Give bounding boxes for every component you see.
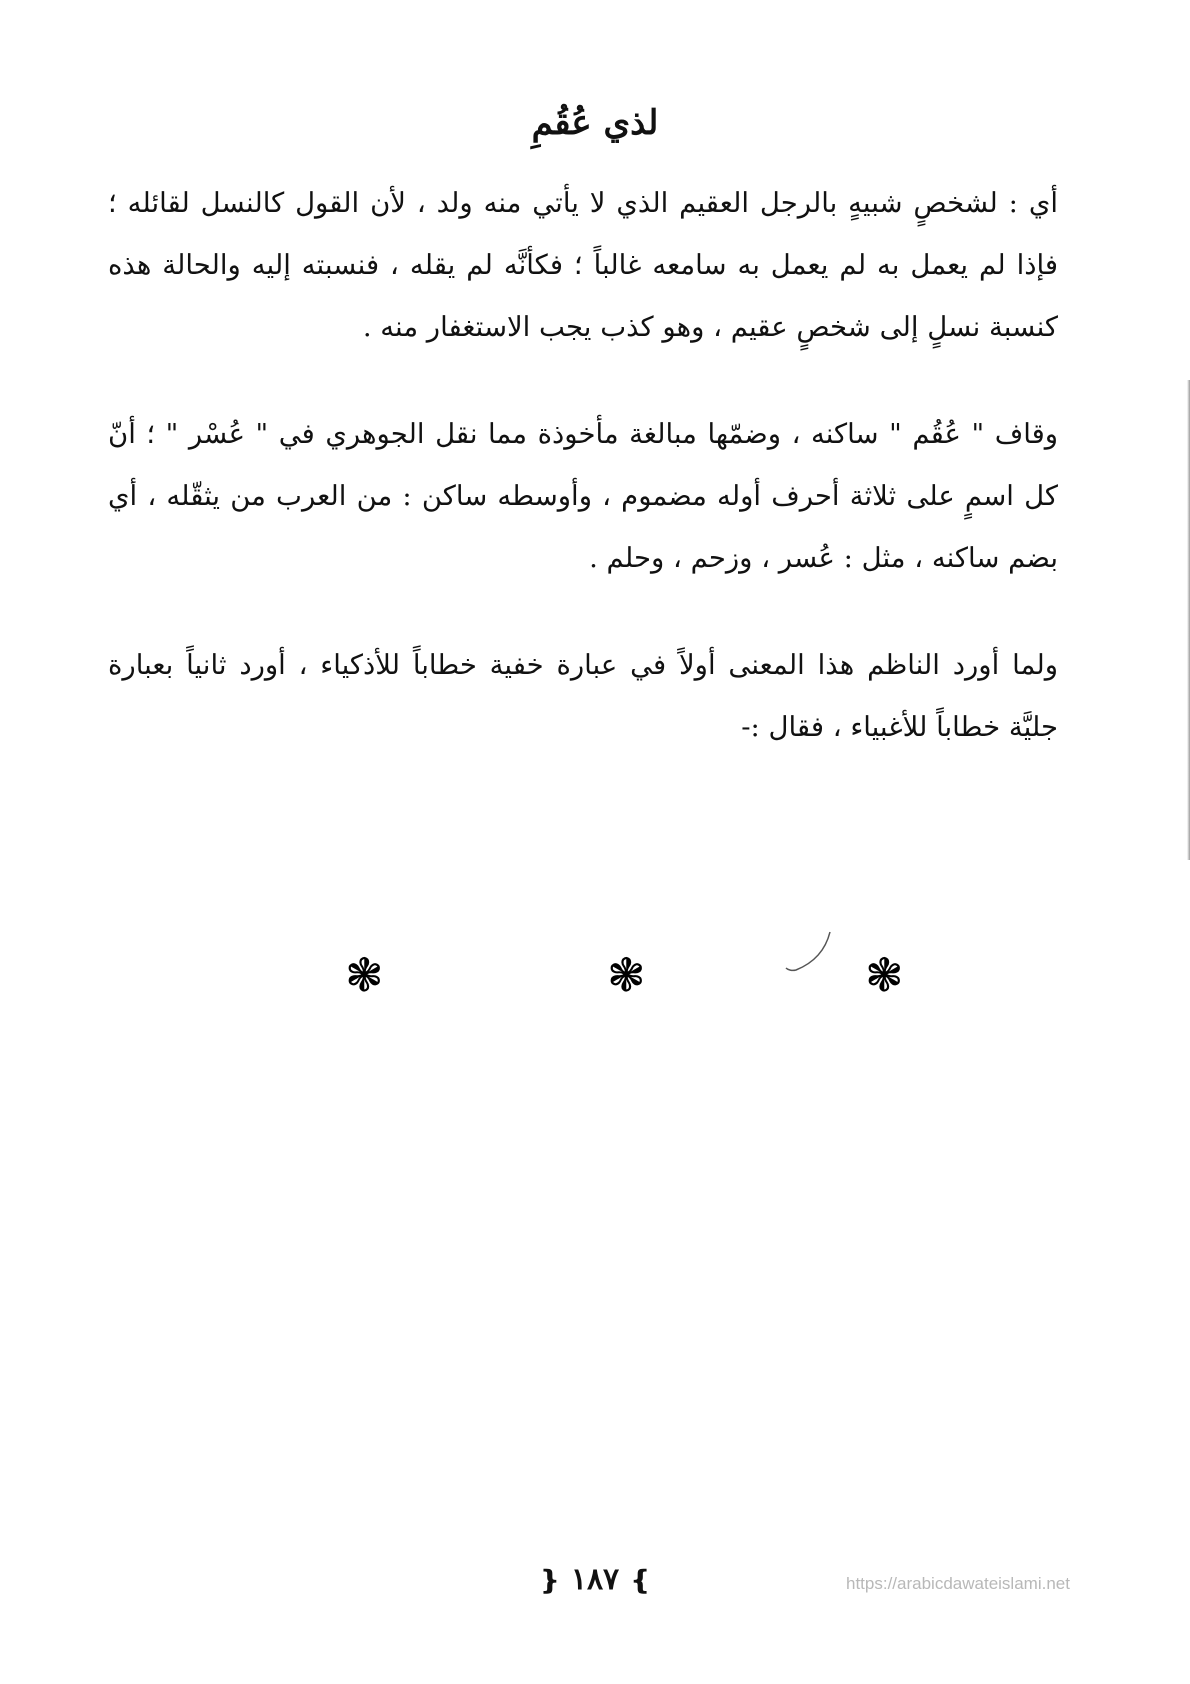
flower-ornament-icon: ❃ <box>865 948 904 1002</box>
section-heading: لذي عُقُمِ <box>531 103 659 143</box>
page-number-right-brace: ❵ <box>629 1566 652 1596</box>
paragraph-3: ولما أورد الناظم هذا المعنى أولاً في عبارة خفية خطاباً للأذكياء ، أورد ثانياً بعبارة جليَّة خطاباً للأغبياء ، فقال :- <box>108 649 1058 743</box>
flower-ornament-icon: ❃ <box>345 948 384 1002</box>
paragraph-2: وقاف " عُقُم " ساكنه ، وضمّها مبالغة مأخوذة مما نقل الجوهري في " عُسْر " ؛ أنّ كل اسمٍ على ثلاثة أحرف أوله مضموم ، وأوسطه ساكن : من العرب من يثقّله ، أي بضم ساكنه ، مثل : عُسر ، وزحم ، وحلم . <box>108 418 1058 574</box>
paragraph-1: أي : لشخصٍ شبيهٍ بالرجل العقيم الذي لا يأتي منه ولد ، لأن القول كالنسل لقائله ؛ فإذا لم يعمل به لم يعمل به سامعه غالباً ؛ فكأنَّه لم يقله ، فنسبته إليه والحالة هذه كنسبة نسلٍ إلى شخصٍ عقيم ، وهو كذب يجب الاستغفار منه . <box>108 187 1058 343</box>
page-number-left-brace: ❴ <box>538 1566 561 1596</box>
page-number-value: ١٨٧ <box>570 1562 620 1597</box>
source-watermark: https://arabicdawateislami.net <box>846 1574 1070 1593</box>
section-divider-ornaments <box>0 945 1190 1005</box>
flower-ornament-icon: ❃ <box>607 948 646 1002</box>
